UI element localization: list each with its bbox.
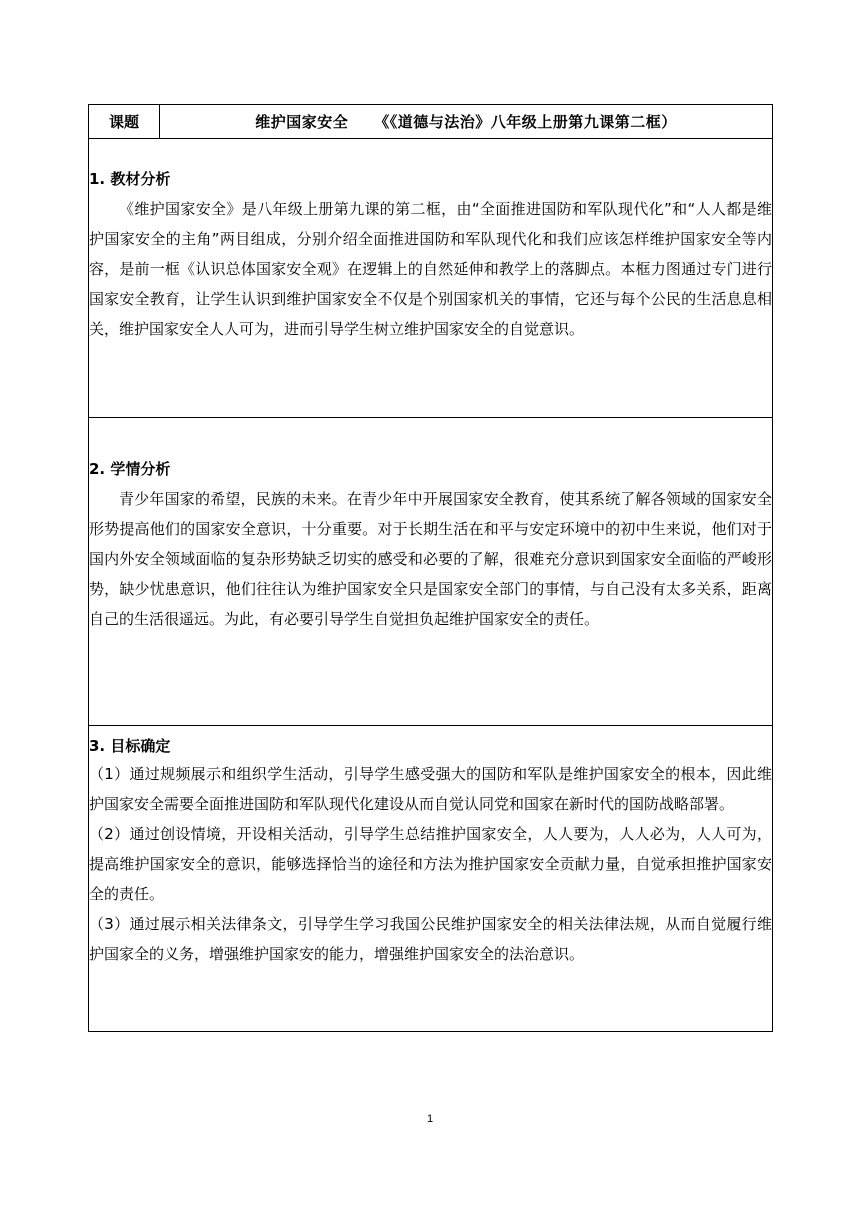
section-row-student-analysis [89,418,773,726]
page-number: 1 [426,1113,434,1125]
section-textbook-analysis [89,139,773,418]
objective-item: （1）通过规频展示和组织学生活动，引导学生感受强大的国防和军队是维护国家安全的根本，因此维护国家安全需要全面推进国防和军队现代化建设从而自觉认同党和国家在新时代的国防战略部署。 [89,765,772,813]
topic-label: 课题 [89,105,160,139]
section-student-analysis [89,418,773,726]
objective-item: （3）通过展示相关法律条文，引导学生学习我国公民维护国家安全的相关法律法规，从而自觉履行维护国家全的义务，增强维护国家安的能力，增强维护国家安全的法治意识。 [89,915,772,963]
section-paragraph: 青少年国家的希望，民族的未来。在青少年中开展国家安全教育，使其系统了解各领域的国家安全形势提高他们的国家安全意识，十分重要。对于长期生活在和平与安定环境中的初中生来说，他们对于国内外安全领域面临的复杂形势缺乏切实的感受和必要的了解，很难充分意识到国家安全面临的严峻形势，缺少忧患意识，他们往往认为维护国家安全只是国家安全部门的事情，与自己没有太多关系，距离自己的生活很遥远。为此，有必要引导学生自觉担负起维护国家安全的责任。 [89,490,772,628]
section-heading: 2. 学情分析 [89,460,171,478]
section-row-objectives [89,726,773,1032]
section-objectives [89,726,773,1032]
lesson-title-main: 维护国家安全 [255,113,349,131]
section-paragraph: 《维护国家安全》是八年级上册第九课的第二框，由“全面推进国防和军队现代化”和“人人都是维护国家安全的主角”两目组成，分别介绍全面推进国防和军队现代化和我们应该怎样维护国家安全等内容，是前一框《认识总体国家安全观》在逻辑上的自然延伸和教学上的落脚点。本框力图通过专门进行国家安全教育，让学生认识到维护国家安全不仅是个别国家机关的事情，它还与每个公民的生活息息相关，维护国家安全人人可为，进而引导学生树立维护国家安全的自觉意识。 [89,200,772,338]
section-heading: 3. 目标确定 [89,737,171,755]
lesson-title-sub: 《《道德与法治》八年级上册第九课第二框） [374,113,677,131]
lesson-plan-table [88,104,773,1032]
lesson-title [160,105,773,139]
section-heading: 1. 教材分析 [89,170,171,188]
objective-item: （2）通过创设情境，开设相关活动，引导学生总结推护国家安全，人人要为，人人必为，人人可为，提高维护国家安全的意识，能够选择恰当的途径和方法为推护国家安全贡献力量，自觉承担推护国家安全的责任。 [89,825,772,903]
title-row [89,105,773,139]
section-row-textbook-analysis [89,139,773,418]
